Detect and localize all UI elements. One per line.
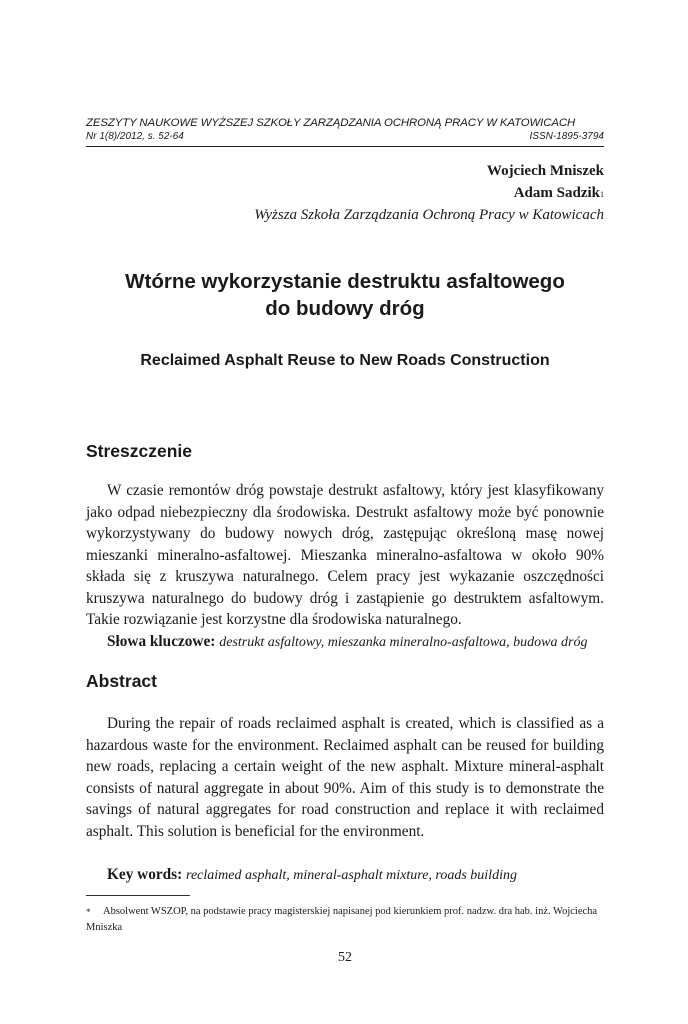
- heading-abstract: Abstract: [86, 671, 157, 691]
- streszczenie-text: W czasie remontów dróg powstaje destrukt asfaltowy, który jest klasyfikowany jako odpad niebezpieczny dla środowiska. Destrukt asfaltowy może być ponownie wykorzystywany do budowy nowych dróg, zastępując określoną masę nowej mieszanki mineralno-asfaltowej. Mieszanka mineralno-asfaltowa w około 90% składa się z kruszywa naturalnego. Celem pracy jest wykazanie oszczędności kruszywa naturalnego do budowy dróg i zastąpienie go destruktem asfaltowym. Takie rozwiązanie jest korzystne dla środowiska naturalnego.: [86, 482, 604, 628]
- abstract-text: During the repair of roads reclaimed asphalt is created, which is classified as a hazardous waste for the environment. Reclaimed asphalt can be reused for building new roads, replacing a certain weight of the new asphalt. Mixture mineral-asphalt consists of natural aggregate in about 90%. Aim of this study is to demonstrate the savings of natural aggregates for road construction and replace it with reclaimed asphalt. This solution is beneficial for the environment.: [86, 715, 604, 840]
- keywords-pl: [107, 631, 604, 653]
- footnote-text: Absolwent WSZOP, na podstawie pracy magisterskiej napisanej pod kierunkiem prof. nadzw. dra hab. inż. Wojciecha Mniszka: [86, 906, 598, 933]
- footnote-ref: 1: [600, 190, 604, 199]
- keywords-pl-label: Słowa kluczowe:: [107, 633, 216, 650]
- title-polish: [86, 268, 604, 322]
- journal-title: ZESZYTY NAUKOWE WYŻSZEJ SZKOŁY ZARZĄDZANIA OCHRONĄ PRACY W KATOWICACH: [86, 117, 576, 129]
- title-polish-line-2: do budowy dróg: [265, 297, 425, 320]
- author-1: [254, 160, 604, 182]
- keywords-pl-values: destrukt asfaltowy, mieszanka mineralno-asfaltowa, budowa dróg: [219, 635, 588, 650]
- heading-streszczenie: Streszczenie: [86, 441, 193, 461]
- keywords-en: [107, 864, 604, 886]
- journal-issue-line: [86, 131, 604, 147]
- issue-info: Nr 1(8)/2012, s. 52-64: [86, 131, 184, 142]
- issn: ISSN-1895-3794: [529, 131, 604, 142]
- author-name: Adam Sadzik: [513, 185, 600, 201]
- title-english: Reclaimed Asphalt Reuse to New Roads Construction: [140, 352, 550, 369]
- author-block: [254, 160, 604, 226]
- keywords-en-label: Key words:: [107, 866, 183, 883]
- author-name: Wojciech Mniszek: [486, 163, 604, 179]
- title-polish-line-1: Wtórne wykorzystanie destruktu asfaltowego: [125, 270, 565, 293]
- footnote-mark: *: [86, 907, 91, 917]
- page-number: 52: [338, 950, 352, 965]
- footnote: [86, 904, 604, 936]
- affiliation: Wyższa Szkoła Zarządzania Ochroną Pracy w Katowicach: [254, 207, 604, 223]
- author-2: [254, 182, 604, 204]
- footnote-divider: [86, 895, 190, 896]
- keywords-en-values: reclaimed asphalt, mineral-asphalt mixture, roads building: [186, 868, 517, 883]
